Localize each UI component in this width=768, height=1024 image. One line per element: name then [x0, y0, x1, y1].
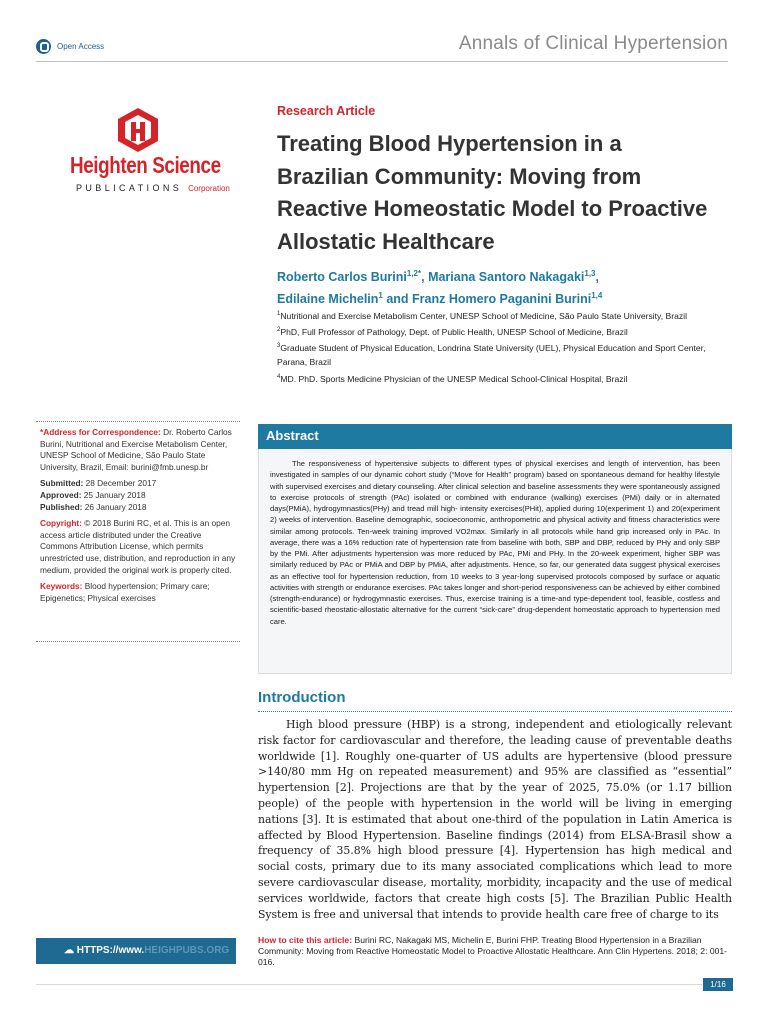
- page-header: [0, 0, 768, 70]
- website-url-prefix: HTTPS://www.: [76, 945, 145, 956]
- affiliation-text: Graduate Student of Physical Education, Londrina State University (UEL), Physical Education and Sport Center, Parana, Brazil: [277, 343, 706, 368]
- author-name[interactable]: Mariana Santoro Nakagaki: [428, 270, 585, 285]
- header-divider: [36, 61, 728, 62]
- website-url-domain: HEIGHPUBS.ORG: [144, 945, 230, 956]
- footer-divider: [36, 984, 702, 985]
- affiliation-item: [277, 323, 717, 339]
- author-sep: and: [382, 291, 413, 306]
- open-access-label: Open Access: [57, 42, 105, 51]
- author-sep: ,: [595, 270, 599, 285]
- author-list: [277, 265, 717, 308]
- copyright: [40, 518, 238, 576]
- affiliation-sup: 2: [277, 327, 281, 334]
- author-name[interactable]: Franz Homero Paganini Burini: [412, 291, 592, 306]
- affiliation-item: [277, 307, 717, 323]
- introduction-text: High blood pressure (HBP) is a strong, independent and etiologically relevant risk factor for cardiovascular and therefore, the leading cause of preventable deaths worldwide [1]. Roughly one-quarter of US adults are hypertensive (blood pressure >140/80 mm Hg on repeated measurement) and 95% are classified as “essential” hypertension [2]. Projections are that by the year of 2025, 75.0% (or 1.17 billion people) of the people with hypertension in the world will be living in emerging nations [3]. It is estimated that about one-third of the population in Latin America is affected by Blood Hypertension. Baseline findings (2014) from ELSA-Brasil show a frequency of 35.8% high blood pressure [4]. Hypertension has high medical and social costs, primary due to its many associated complications which lead to more severe cardiovascular disease, mortality, morbidity, incapacity and the use of medical services worldwide, factors that create high costs [5]. The Brazilian Public Health System is free and universal that intends to provide health care free of charge to its: [258, 718, 732, 921]
- open-access-lock-icon: [36, 39, 51, 54]
- author-sep: ,: [421, 270, 429, 285]
- submitted-label: Submitted:: [40, 478, 84, 489]
- copyright-label: Copyright:: [40, 518, 82, 529]
- affiliation-sup: 3: [277, 343, 281, 350]
- affiliation-text: PhD, Full Professor of Pathology, Dept. of Public Health, UNESP School of Medicine, Brazil: [280, 327, 628, 338]
- globe-icon: ☁: [64, 945, 74, 956]
- keywords-text: Blood hypertension; Primary care; Epigenetics; Physical exercises: [40, 581, 210, 603]
- approved-date: 25 January 2018: [81, 489, 146, 500]
- affiliation-item: [277, 339, 717, 369]
- affiliation-sup: 4: [277, 373, 281, 380]
- author-sup: 1: [378, 290, 383, 300]
- author-name[interactable]: Edilaine Michelin: [277, 291, 379, 306]
- website-link[interactable]: [36, 938, 236, 964]
- logo-sub-text: PUBLICATIONS: [76, 183, 183, 193]
- sidebar-info: [40, 427, 238, 609]
- affiliation-text: Nutritional and Exercise Metabolism Center, UNESP School of Medicine, São Paulo State University, Brazil: [280, 310, 687, 321]
- author-name[interactable]: Roberto Carlos Burini: [277, 270, 407, 285]
- citation-label: How to cite this article:: [258, 935, 353, 945]
- published-date: 26 January 2018: [82, 501, 147, 512]
- logo-mark-icon: [118, 108, 158, 152]
- logo-subtitle: [76, 183, 230, 193]
- open-access-badge[interactable]: [36, 39, 104, 54]
- journal-name: Annals of Clinical Hypertension: [458, 33, 728, 54]
- article-title: Treating Blood Hypertension in a Brazilian Community: Moving from Reactive Homeostatic Model to Proactive Allostatic Healthcare: [277, 131, 708, 254]
- copyright-text: © 2018 Burini RC, et al. This is an open access article distributed under the Creative Commons Attribution License, which permits unrestricted use, distribution, and reproduction in any medium, provided the original work is properly cited.: [40, 518, 236, 575]
- author-sup: 1,4: [591, 290, 603, 300]
- citation: [258, 935, 732, 969]
- citation-text: Burini RC, Nakagaki MS, Michelin E, Burini FHP. Treating Blood Hypertension in a Brazilian Community: Moving from Reactive Homeostatic Model to Proactive Allostatic Healthcare. Ann Clin Hypertens. 2018; 2: 001-016.: [258, 935, 728, 968]
- abstract-heading: Abstract: [258, 424, 732, 449]
- sidebar-bottom-divider: [36, 641, 240, 642]
- article-type: Research Article: [277, 104, 376, 118]
- affiliation-item: [277, 370, 717, 386]
- sidebar-top-divider: [36, 421, 240, 422]
- approved-label: Approved:: [40, 489, 82, 500]
- author-sup: 1,2*: [406, 269, 422, 278]
- affiliation-text: MD. PhD. Sports Medicine Physician of the UNESP Medical School-Clinical Hospital, Brazil: [280, 373, 628, 384]
- introduction-divider: [258, 711, 732, 712]
- keywords: [40, 581, 238, 604]
- correspondence-text: Dr. Roberto Carlos Burini, Nutritional and Exercise Metabolism Center, UNESP School of Medicine, São Paulo State University, Brazil, Email: burini@fmb.unesp.br: [40, 427, 232, 472]
- introduction-heading: Introduction: [258, 689, 346, 706]
- publisher-logo: [70, 108, 230, 198]
- affiliations: [277, 307, 717, 386]
- page-number: 1/16: [703, 978, 733, 991]
- dates: [40, 478, 238, 513]
- correspondence: [40, 427, 238, 473]
- submitted-date: 28 December 2017: [83, 478, 157, 489]
- author-sup: 1,3: [584, 269, 596, 278]
- affiliation-sup: 1: [277, 311, 281, 317]
- abstract-text: The responsiveness of hypertensive subjects to different types of physical exercises and length of intervention, has been investigated in samples of our dynamic cohort study (“Move for Health” program) based on spontaneous demand for healthy lifestyle with supervised exercises and dietary counseling. After clinical selection and baseline assessments they were spontaneously assigned to exercise protocols of strength (PAc) isolated or combined with endurance (walking) exercises (PMi) daily or in alternated days(PMiA), hydrogymnastics(PHy) and tread mill high- intensity exercises(PHit), applied during 10(experiment 1) and 20(experiment 2) weeks of intervention. Baseline demographic, socioeconomic, anthropometric and physical activity and fitness characteristics were similar among protocols. Ten-week training improved VO2max. Similarly in all protocols while hand grip increased only in PAc. In average, there was a 16% reduction rate of hypertension rate from baseline with both, SBP and DBP, reduced by PHy and only SBP by the PMi. After adjustments hypertension was more reduced by PAc, PMi and PHy. In the 20-week experiment, higher SBP was similarly reduced by PAc or PMiA and DBP by PMiA, after adjustments. Hence, so far, our generated data suggest physical exercises as an effective tool for hypertension reduction, from 10 weeks to 3 year-long supervised protocols composed by surface or aquatic activities with strength or endurance exercises. PAc takes longer and short-period responsiveness can be achieved by either combined (strength-endurance) or hydrogymnastic exercises. Thus, exercise training is a time-and type-dependent tool, feasible, costless and scientific-based rheostatic-allostatic alternative for the current “sick-care” drug-dependent homeostatic approach to hypertension med care.: [270, 459, 720, 626]
- published-label: Published:: [40, 501, 83, 512]
- logo-corp-text: Corporation: [188, 184, 230, 193]
- correspondence-label: *Address for Correspondence:: [40, 427, 161, 437]
- keywords-label: Keywords:: [40, 581, 83, 592]
- logo-name: Heighten Science: [70, 152, 221, 178]
